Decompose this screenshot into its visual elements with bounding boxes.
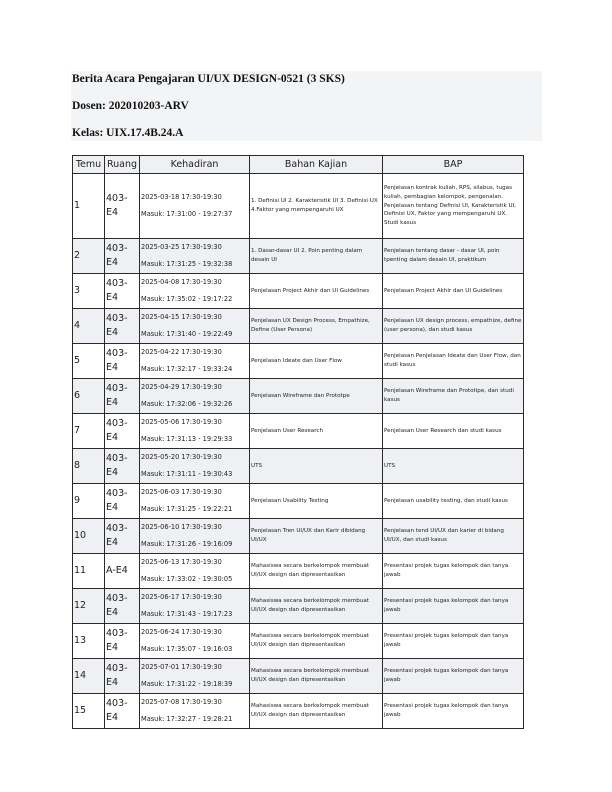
table-row	[73, 239, 524, 274]
table-row	[73, 519, 524, 554]
cell-attendance	[140, 484, 250, 519]
cell-room: 403-E4	[105, 694, 140, 729]
cell-room: A-E4	[105, 554, 140, 589]
table-row	[73, 624, 524, 659]
cell-attendance	[140, 624, 250, 659]
attendance-checkin: Masuk: 17:31:13 - 19:29:33	[141, 435, 233, 443]
table-row	[73, 174, 524, 239]
cell-meeting-number: 6	[73, 379, 105, 414]
attendance-schedule: 2025-04-15 17:30-19:30	[141, 313, 222, 321]
cell-study-material: Mahasiswa secara berkelompok membuat UI/UX design dan dipresentasikan	[250, 624, 383, 659]
attendance-checkin: Masuk: 17:31:22 - 19:18:39	[141, 680, 233, 688]
table-row	[73, 274, 524, 309]
column-header-bahan-kajian: Bahan Kajian	[250, 156, 383, 174]
attendance-checkin: Masuk: 17:31:40 - 19:22:49	[141, 330, 233, 338]
attendance-schedule: 2025-07-08 17:30-19:30	[141, 698, 222, 706]
cell-attendance	[140, 589, 250, 624]
cell-study-material: Penjelasan Usability Testing	[250, 484, 383, 519]
cell-attendance	[140, 519, 250, 554]
cell-room: 403-E4	[105, 309, 140, 344]
attendance-schedule: 2025-04-22 17:30-19:30	[141, 348, 222, 356]
attendance-checkin: Masuk: 17:31:26 - 19:16:09	[141, 540, 233, 548]
cell-room: 403-E4	[105, 344, 140, 379]
cell-attendance	[140, 174, 250, 239]
attendance-schedule: 2025-05-06 17:30-19:30	[141, 418, 222, 426]
cell-study-material: Penjelasan Ideate dan User Flow	[250, 344, 383, 379]
cell-room: 403-E4	[105, 379, 140, 414]
table-header-row	[73, 156, 524, 174]
attendance-schedule: 2025-03-18 17:30-19:30	[141, 193, 222, 201]
table-row	[73, 379, 524, 414]
cell-meeting-number: 7	[73, 414, 105, 449]
cell-attendance	[140, 694, 250, 729]
attendance-checkin: Masuk: 17:32:06 - 19:32:26	[141, 400, 233, 408]
attendance-checkin: Masuk: 17:31:25 - 19:32:38	[141, 260, 233, 268]
attendance-schedule: 2025-03-25 17:30-19:30	[141, 243, 222, 251]
cell-attendance	[140, 239, 250, 274]
lecturer-label: Dosen: 202010203-ARV	[72, 100, 189, 112]
table-row	[73, 344, 524, 379]
table-row	[73, 414, 524, 449]
cell-attendance	[140, 554, 250, 589]
attendance-schedule: 2025-05-20 17:30-19:30	[141, 453, 222, 461]
cell-attendance	[140, 274, 250, 309]
cell-meeting-number: 2	[73, 239, 105, 274]
cell-meeting-number: 14	[73, 659, 105, 694]
cell-study-material: 1. Dasar-dasar UI 2. Poin penting dalam desain UI	[250, 239, 383, 274]
cell-room: 403-E4	[105, 589, 140, 624]
attendance-checkin: Masuk: 17:31:25 - 19:22:21	[141, 505, 233, 513]
table-row	[73, 484, 524, 519]
cell-study-material: UTS	[250, 449, 383, 484]
attendance-schedule: 2025-04-29 17:30-19:30	[141, 383, 222, 391]
attendance-checkin: Masuk: 17:31:11 - 19:30:43	[141, 470, 233, 478]
cell-bap: Penjelasan Project Akhir dan UI Guidelines	[383, 274, 524, 309]
cell-bap: Penjelasan kontrak kuliah, RPS, silabus, tugas kuliah, pembagian kelompok, pengenalan. Penjelasan tentang Definisi UI, Karakteristik UI, Definisi UX, Faktor yang mempengaruhi UX. Studi kasus	[383, 174, 524, 239]
attendance-checkin: Masuk: 17:35:07 - 19:16:03	[141, 645, 233, 653]
cell-room: 403-E4	[105, 174, 140, 239]
column-header-kehadiran: Kehadiran	[140, 156, 250, 174]
cell-study-material: Penjelasan UX Design Process, Empathize, Define (User Persona)	[250, 309, 383, 344]
cell-room: 403-E4	[105, 274, 140, 309]
cell-bap: UTS	[383, 449, 524, 484]
class-label: Kelas: UIX.17.4B.24.A	[72, 127, 184, 139]
attendance-schedule: 2025-06-10 17:30-19:30	[141, 523, 222, 531]
table-row	[73, 554, 524, 589]
cell-meeting-number: 3	[73, 274, 105, 309]
cell-room: 403-E4	[105, 414, 140, 449]
cell-meeting-number: 5	[73, 344, 105, 379]
cell-meeting-number: 8	[73, 449, 105, 484]
column-header-ruang: Ruang	[105, 156, 140, 174]
cell-study-material: Penjelasan Project Akhir dan UI Guidelines	[250, 274, 383, 309]
cell-meeting-number: 10	[73, 519, 105, 554]
cell-bap: Penjelasan User Research dan studi kasus	[383, 414, 524, 449]
cell-meeting-number: 11	[73, 554, 105, 589]
table-row	[73, 309, 524, 344]
cell-room: 403-E4	[105, 659, 140, 694]
attendance-checkin: Masuk: 17:31:00 - 19:27:37	[141, 210, 233, 218]
cell-meeting-number: 12	[73, 589, 105, 624]
cell-bap: Presentasi projek tugas kelompok dan tanya jawab	[383, 624, 524, 659]
cell-attendance	[140, 659, 250, 694]
cell-study-material: Mahasiswa secara berkelompok membuat UI/UX design dan dipresentasikan	[250, 659, 383, 694]
table-row	[73, 659, 524, 694]
cell-study-material: Mahasiswa secara berkelompok membuat UI/UX design dan dipresentasikan	[250, 589, 383, 624]
cell-bap: Penjelasan Wireframe dan Prototipe, dan studi kasus	[383, 379, 524, 414]
cell-study-material: Penjelasan Tren UI/UX dan Karir dibidang UI/UX	[250, 519, 383, 554]
cell-bap: Penjelasan Penjelasan Ideate dan User Flow, dan studi kasus	[383, 344, 524, 379]
cell-meeting-number: 15	[73, 694, 105, 729]
attendance-schedule: 2025-06-17 17:30-19:30	[141, 593, 222, 601]
cell-study-material: Mahasiswa secara berkelompok membuat UI/UX design dan dipresentasikan	[250, 694, 383, 729]
attendance-checkin: Masuk: 17:32:17 - 19:33:24	[141, 365, 233, 373]
cell-bap: Penjelasan tend UI/UX dan karier di bidang UI/UX, dan studi kasus	[383, 519, 524, 554]
attendance-schedule: 2025-07-01 17:30-19:30	[141, 663, 222, 671]
cell-study-material: 1. Definisi UI 2. Karakteristik UI 3. Definisi UX 4.Faktor yang mempengaruhi UX	[250, 174, 383, 239]
cell-bap: Penjelasan tentang dasar - dasar UI, poin tpenting dalam desain UI, praktikum	[383, 239, 524, 274]
cell-attendance	[140, 449, 250, 484]
attendance-checkin: Masuk: 17:31:43 - 19:17:23	[141, 610, 233, 618]
cell-room: 403-E4	[105, 239, 140, 274]
cell-bap: Presentasi projek tugas kelompok dan tanya jawab	[383, 554, 524, 589]
cell-room: 403-E4	[105, 624, 140, 659]
attendance-schedule: 2025-06-24 17:30-19:30	[141, 628, 222, 636]
cell-bap: Presentasi projek tugas kelompok dan tanya jawab	[383, 694, 524, 729]
attendance-schedule: 2025-06-03 17:30-19:30	[141, 488, 222, 496]
cell-bap: Penjelasan usability testing, dan studi kasus	[383, 484, 524, 519]
teaching-record-table	[72, 155, 524, 729]
cell-room: 403-E4	[105, 519, 140, 554]
attendance-checkin: Masuk: 17:33:02 - 19:30:05	[141, 575, 233, 583]
cell-meeting-number: 13	[73, 624, 105, 659]
cell-attendance	[140, 344, 250, 379]
cell-attendance	[140, 414, 250, 449]
attendance-checkin: Masuk: 17:35:02 - 19:17:22	[141, 295, 233, 303]
cell-study-material: Penjelasan Wireframe dan Prototpe	[250, 379, 383, 414]
cell-meeting-number: 4	[73, 309, 105, 344]
cell-room: 403-E4	[105, 484, 140, 519]
cell-attendance	[140, 379, 250, 414]
table-row	[73, 589, 524, 624]
table-row	[73, 449, 524, 484]
table-row	[73, 694, 524, 729]
cell-meeting-number: 9	[73, 484, 105, 519]
column-header-temu: Temu	[73, 156, 105, 174]
document-title: Berita Acara Pengajaran UI/UX DESIGN-0521 (3 SKS)	[72, 73, 345, 85]
column-header-bap: BAP	[383, 156, 524, 174]
attendance-schedule: 2025-04-08 17:30-19:30	[141, 278, 222, 286]
cell-bap: Presentasi projek tugas kelompok dan tanya jawab	[383, 659, 524, 694]
cell-study-material: Penjelasan User Research	[250, 414, 383, 449]
cell-bap: Penjelasan UX design process, empathize, define (user persona), dan studi kasus	[383, 309, 524, 344]
cell-attendance	[140, 309, 250, 344]
cell-meeting-number: 1	[73, 174, 105, 239]
cell-study-material: Mahasiswa secara berkelompok membuat UI/UX design dan dipresentasikan	[250, 554, 383, 589]
attendance-schedule: 2025-06-13 17:30-19:30	[141, 558, 222, 566]
cell-bap: Presentasi projek tugas kelompok dan tanya jawab	[383, 589, 524, 624]
attendance-checkin: Masuk: 17:32:27 - 19:28:21	[141, 715, 233, 723]
cell-room: 403-E4	[105, 449, 140, 484]
